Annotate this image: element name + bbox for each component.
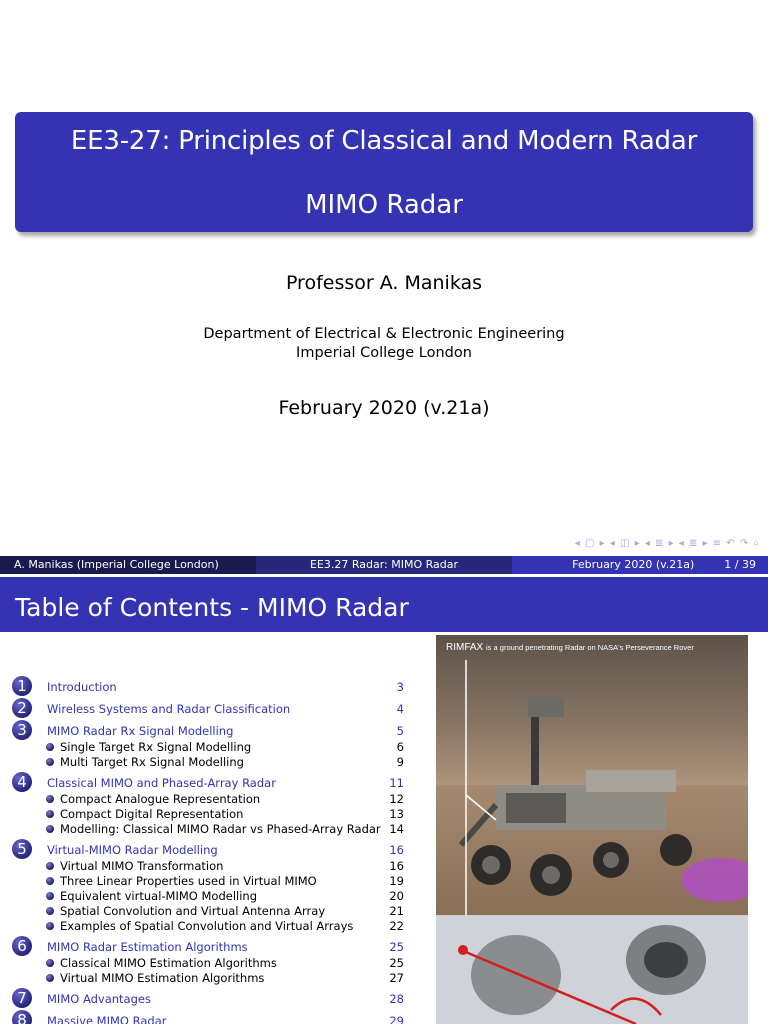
- institution: Imperial College London: [296, 345, 472, 361]
- toc-subsection[interactable]: [12, 919, 412, 934]
- subsection-page[interactable]: 27: [389, 971, 404, 985]
- toc-section[interactable]: [12, 721, 412, 740]
- subsection-label[interactable]: Compact Analogue Representation: [60, 792, 261, 806]
- subsection-label[interactable]: Classical MIMO Estimation Algorithms: [60, 956, 277, 970]
- section-page[interactable]: 11: [389, 776, 404, 790]
- footer-right: [512, 556, 768, 574]
- bullet-icon: [46, 892, 54, 900]
- institution-block: [0, 325, 768, 363]
- subsection-label[interactable]: Compact Digital Representation: [60, 807, 244, 821]
- subsection-label[interactable]: Virtual MIMO Estimation Algorithms: [60, 971, 265, 985]
- subsection-label[interactable]: Modelling: Classical MIMO Radar vs Phased-Array Radar: [60, 822, 381, 836]
- toc-subsection[interactable]: [12, 822, 412, 837]
- footer-title: EE3.27 Radar: MIMO Radar: [256, 556, 512, 574]
- slide-footer: [0, 556, 768, 574]
- section-label[interactable]: MIMO Radar Rx Signal Modelling: [47, 724, 234, 738]
- toc-subsection[interactable]: [12, 956, 412, 971]
- toc-subsection[interactable]: [12, 755, 412, 770]
- toc-section[interactable]: [12, 699, 412, 718]
- image-caption: [446, 642, 694, 653]
- subsection-page[interactable]: 16: [389, 859, 404, 873]
- toc-subsection[interactable]: [12, 971, 412, 986]
- section-label[interactable]: MIMO Radar Estimation Algorithms: [47, 940, 248, 954]
- subsection-page[interactable]: 21: [389, 904, 404, 918]
- section-number-badge: 3: [12, 720, 32, 740]
- section-label[interactable]: Massive MIMO Radar: [47, 1014, 167, 1024]
- section-label[interactable]: Classical MIMO and Phased-Array Radar: [47, 776, 276, 790]
- bullet-icon: [46, 974, 54, 982]
- footer-date: February 2020 (v.21a): [572, 558, 695, 571]
- toc-subsection[interactable]: [12, 792, 412, 807]
- bullet-icon: [46, 758, 54, 766]
- section-number-badge: 6: [12, 936, 32, 956]
- toc-subsection[interactable]: [12, 904, 412, 919]
- beamer-navigation-icons[interactable]: ◂ ▢ ▸ ◂ ◫ ▸ ◂ ≣ ▸ ◂ ≣ ▸ ≡ ↶ ↷ ⌕: [574, 538, 760, 549]
- subsection-label[interactable]: Examples of Spatial Convolution and Virtual Arrays: [60, 919, 354, 933]
- toc-section[interactable]: [12, 1011, 412, 1024]
- subsection-page[interactable]: 25: [389, 956, 404, 970]
- section-page[interactable]: 28: [389, 992, 404, 1006]
- subsection-page[interactable]: 14: [389, 822, 404, 836]
- toc-subsection[interactable]: [12, 889, 412, 904]
- section-page[interactable]: 4: [396, 702, 404, 716]
- frame-title: Table of Contents - MIMO Radar: [0, 577, 768, 632]
- subsection-page[interactable]: 12: [389, 792, 404, 806]
- toc-subsection[interactable]: [12, 859, 412, 874]
- toc-section[interactable]: [12, 840, 412, 859]
- instrument-closeup: [436, 915, 748, 1024]
- bullet-icon: [46, 743, 54, 751]
- section-number-badge: 5: [12, 839, 32, 859]
- section-label[interactable]: Introduction: [47, 680, 117, 694]
- subsection-label[interactable]: Equivalent virtual-MIMO Modelling: [60, 889, 257, 903]
- date: February 2020 (v.21a): [278, 397, 490, 419]
- subsection-page[interactable]: 9: [396, 755, 404, 769]
- subsection-label[interactable]: Spatial Convolution and Virtual Antenna Array: [60, 904, 326, 918]
- subsection-label[interactable]: Multi Target Rx Signal Modelling: [60, 755, 244, 769]
- toc-section[interactable]: [12, 677, 412, 696]
- toc-section[interactable]: [12, 989, 412, 1008]
- section-page[interactable]: 29: [389, 1014, 404, 1024]
- section-number-badge: 4: [12, 772, 32, 792]
- subsection-page[interactable]: 20: [389, 889, 404, 903]
- footer-author: A. Manikas (Imperial College London): [0, 556, 256, 574]
- section-number-badge: 7: [12, 988, 32, 1008]
- bullet-icon: [46, 862, 54, 870]
- section-label[interactable]: MIMO Advantages: [47, 992, 151, 1006]
- bullet-icon: [46, 907, 54, 915]
- image-lower-panel: [436, 915, 748, 1024]
- toc-subsection[interactable]: [12, 740, 412, 755]
- subsection-page[interactable]: 13: [389, 807, 404, 821]
- toc-slide: [0, 577, 768, 1024]
- subsection-page[interactable]: 22: [389, 919, 404, 933]
- caption-instrument: RIMFAX: [446, 642, 484, 653]
- section-label[interactable]: Wireless Systems and Radar Classification: [47, 702, 291, 716]
- caption-description: is a ground penetrating Radar on NASA's Perseverance Rover: [486, 643, 694, 652]
- bullet-icon: [46, 959, 54, 967]
- section-number-badge: 8: [12, 1010, 32, 1024]
- section-page[interactable]: 5: [396, 724, 404, 738]
- toc-subsection[interactable]: [12, 807, 412, 822]
- bullet-icon: [46, 922, 54, 930]
- author: Professor A. Manikas: [285, 272, 483, 294]
- toc-section[interactable]: [12, 937, 412, 956]
- bullet-icon: [46, 877, 54, 885]
- lecture-title: MIMO Radar: [305, 190, 463, 220]
- course-title: EE3-27: Principles of Classical and Modern Radar: [70, 126, 698, 156]
- title-box: [15, 112, 753, 232]
- footer-page-number: 1 / 39: [724, 558, 756, 571]
- section-page[interactable]: 3: [396, 680, 404, 694]
- subsection-label[interactable]: Virtual MIMO Transformation: [60, 859, 224, 873]
- toc-subsection[interactable]: [12, 874, 412, 889]
- bullet-icon: [46, 795, 54, 803]
- department: Department of Electrical & Electronic Engineering: [203, 326, 565, 342]
- subsection-page[interactable]: 6: [396, 740, 404, 754]
- section-page[interactable]: 16: [389, 843, 404, 857]
- rover-image: [436, 635, 748, 1024]
- table-of-contents: [12, 677, 412, 1024]
- bullet-icon: [46, 825, 54, 833]
- subsection-label[interactable]: Three Linear Properties used in Virtual MIMO: [60, 874, 317, 888]
- section-number-badge: 1: [12, 676, 32, 696]
- subsection-label[interactable]: Single Target Rx Signal Modelling: [60, 740, 252, 754]
- section-page[interactable]: 25: [389, 940, 404, 954]
- section-number-badge: 2: [12, 698, 32, 718]
- bullet-icon: [46, 810, 54, 818]
- subsection-page[interactable]: 19: [389, 874, 404, 888]
- toc-section[interactable]: [12, 773, 412, 792]
- section-label[interactable]: Virtual-MIMO Radar Modelling: [47, 843, 218, 857]
